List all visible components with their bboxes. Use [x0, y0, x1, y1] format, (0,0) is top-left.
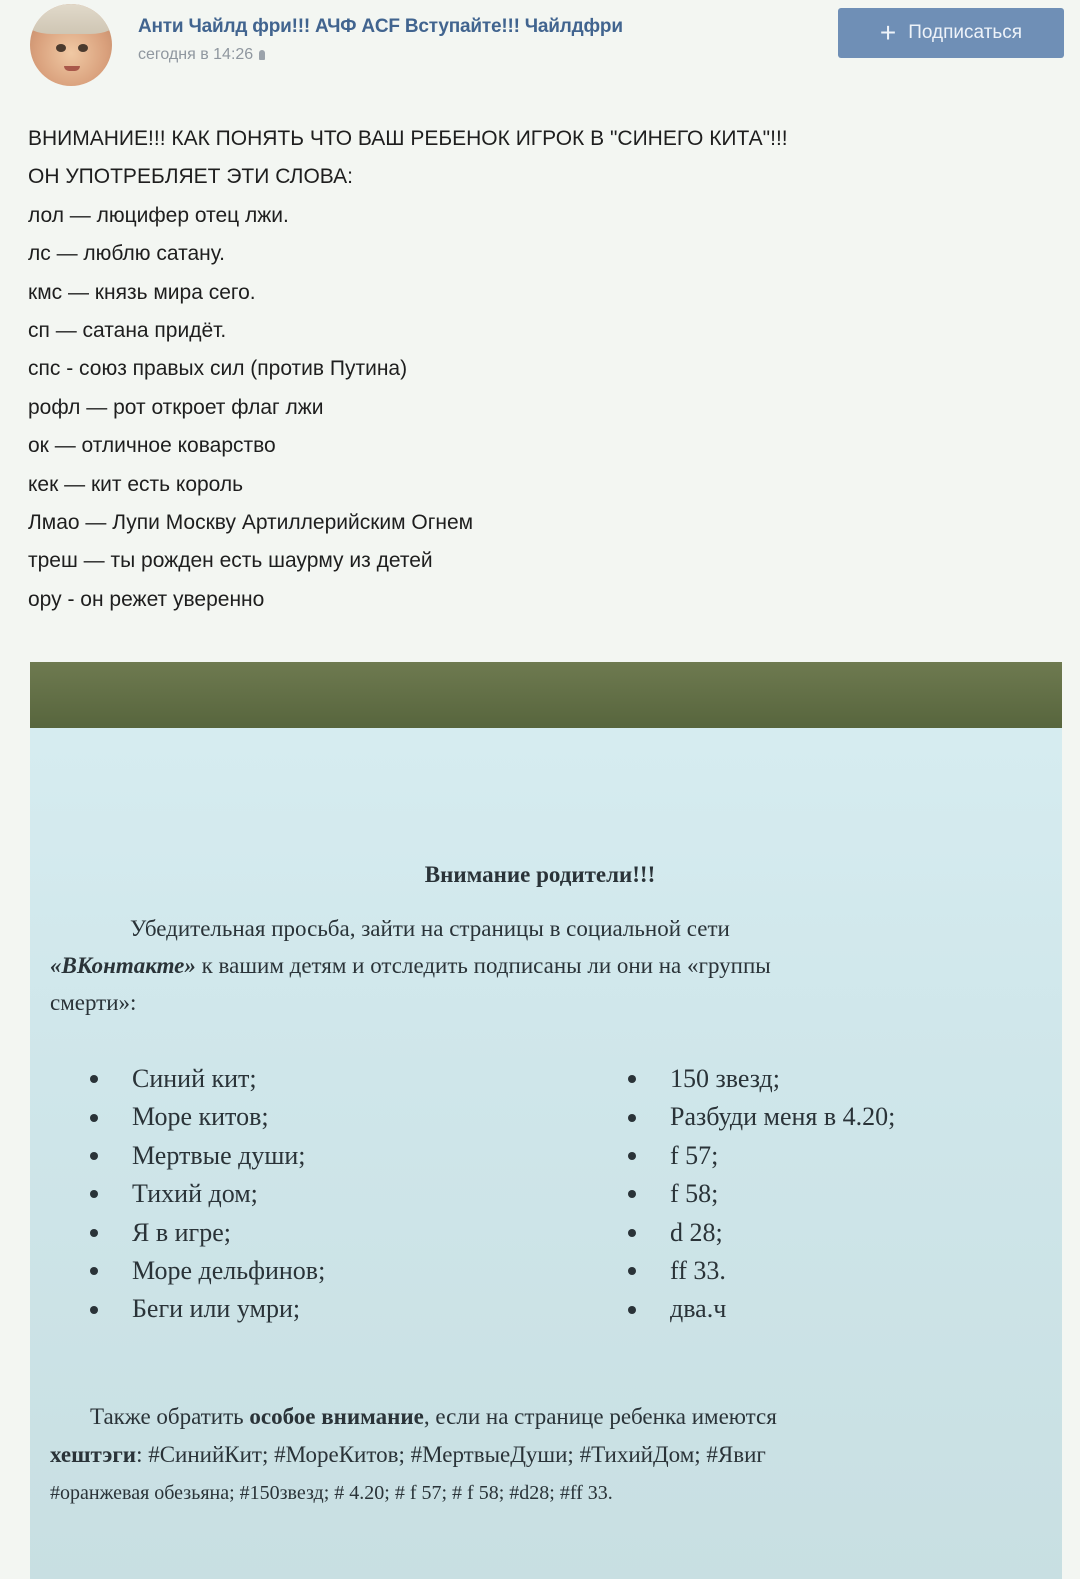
list-item-label: Море китов;	[132, 1102, 269, 1132]
list-item	[628, 1252, 895, 1290]
bullet-icon	[90, 1190, 98, 1198]
list-item	[628, 1290, 895, 1328]
list-item-label: Синий кит;	[132, 1064, 257, 1093]
bullet-icon	[628, 1229, 636, 1237]
post-line: кмс — князь мира сего.	[28, 280, 256, 304]
hashtags-label: хештэги	[50, 1442, 137, 1467]
document-para-line: Убедительная просьба, зайти на страницы в социальной сети	[130, 916, 730, 941]
post-text	[28, 120, 1058, 619]
document-para-line: смерти»:	[50, 990, 137, 1015]
post-time-text: сегодня в 14:26	[138, 46, 254, 63]
post-line: спс - союз правых сил (против Путина)	[28, 357, 408, 381]
list-item-label: Мертвые души;	[132, 1140, 306, 1170]
avatar-eye-right	[78, 44, 88, 52]
list-item-label: Я в игре;	[132, 1217, 231, 1247]
footer-text: , если на странице ребенка имеются	[423, 1404, 777, 1429]
list-item	[628, 1098, 895, 1136]
list-item-label: Тихий дом;	[132, 1179, 258, 1209]
post-line: ок — отличное коварство	[28, 434, 276, 458]
vkontakte-brand-text: «ВКонтакте»	[50, 953, 196, 978]
document-para-line	[50, 947, 1060, 984]
list-item	[90, 1098, 325, 1136]
list-item	[90, 1252, 325, 1290]
post-line: ВНИМАНИЕ!!! КАК ПОНЯТЬ ЧТО ВАШ РЕБЕНОК ИГРОК В "СИНЕГО КИТА"!!!	[28, 127, 788, 150]
list-item-label: f 57;	[670, 1140, 719, 1170]
list-item-label: f 58;	[670, 1179, 719, 1209]
avatar-mouth	[64, 66, 80, 71]
list-item	[90, 1214, 325, 1252]
bullet-icon	[628, 1114, 636, 1122]
bullet-icon	[628, 1190, 636, 1198]
photo-wall-background	[30, 662, 1062, 732]
bullet-icon	[628, 1267, 636, 1275]
document-title: Внимание родители!!!	[424, 862, 656, 887]
list-item-label: Разбуди меня в 4.20;	[670, 1102, 896, 1132]
list-item	[628, 1060, 895, 1098]
post-line: лол — люцифер отец лжи.	[28, 203, 289, 227]
list-item	[628, 1214, 895, 1252]
post-line: ОН УПОТРЕБЛЯЕТ ЭТИ СЛОВА:	[28, 165, 353, 189]
hashtags-text: : #СинийКит; #МореКитов; #МертвыеДуши; #ТихийДом; #Явиг	[136, 1442, 766, 1467]
plus-icon: +	[879, 17, 897, 48]
post-line: кек — кит есть король	[28, 472, 244, 496]
bullet-icon	[90, 1267, 98, 1275]
groups-list-left	[90, 1060, 325, 1329]
bullet-icon	[90, 1114, 98, 1122]
post-time[interactable]	[138, 46, 265, 64]
document-paragraph	[50, 910, 1060, 1021]
pin-icon	[259, 50, 265, 60]
list-item-label: ff 33.	[670, 1256, 726, 1286]
list-item-label: Море дельфинов;	[132, 1256, 326, 1286]
list-item	[90, 1290, 325, 1328]
list-item-label: Беги или умри;	[132, 1294, 301, 1324]
document-footer-line: #оранжевая обезьяна; #150звезд; # 4.20; # f 57; # f 58; #d28; #ff 33.	[50, 1482, 613, 1504]
list-item	[628, 1137, 895, 1175]
group-avatar[interactable]	[30, 4, 112, 86]
list-item	[90, 1137, 325, 1175]
post-header	[0, 0, 1080, 100]
bullet-icon	[628, 1306, 636, 1314]
list-item-label: 150 звезд;	[670, 1064, 781, 1093]
post-line: треш — ты рожден есть шаурму из детей	[28, 549, 433, 573]
post-line: лс — люблю сатану.	[28, 242, 225, 266]
bullet-icon	[628, 1152, 636, 1160]
bullet-icon	[90, 1152, 98, 1160]
post-line: Лмао — Лупи Москву Артиллерийским Огнем	[28, 510, 474, 534]
list-item	[90, 1060, 325, 1098]
post-line: ору - он режет уверенно	[28, 587, 265, 611]
footer-emphasis: особое внимание	[249, 1404, 424, 1429]
groups-list-right	[628, 1060, 895, 1329]
list-item	[628, 1175, 895, 1213]
list-item-label: два.ч	[670, 1294, 727, 1324]
avatar-cap-shape	[30, 4, 112, 34]
avatar-eye-left	[56, 44, 66, 52]
list-item	[90, 1175, 325, 1213]
post-line: сп — сатана придёт.	[28, 318, 227, 342]
document-footer	[50, 1398, 1060, 1512]
subscribe-label: Подписаться	[908, 22, 1023, 43]
bullet-icon	[90, 1075, 98, 1083]
post-line: рофл — рот откроет флаг лжи	[28, 395, 324, 419]
document-para-text: к вашим детям и отследить подписаны ли они на «группы	[195, 953, 771, 978]
bullet-icon	[90, 1306, 98, 1314]
document-footer-line	[50, 1436, 1060, 1474]
document-footer-line	[50, 1398, 1060, 1436]
footer-text: Также обратить	[90, 1404, 250, 1429]
group-name-link[interactable]: Анти Чайлд фри!!! АЧФ ACF Вступайте!!! Чайлдфри	[138, 16, 623, 37]
bullet-icon	[90, 1229, 98, 1237]
list-item-label: d 28;	[670, 1217, 723, 1247]
subscribe-button[interactable]	[838, 8, 1064, 58]
bullet-icon	[628, 1075, 636, 1083]
